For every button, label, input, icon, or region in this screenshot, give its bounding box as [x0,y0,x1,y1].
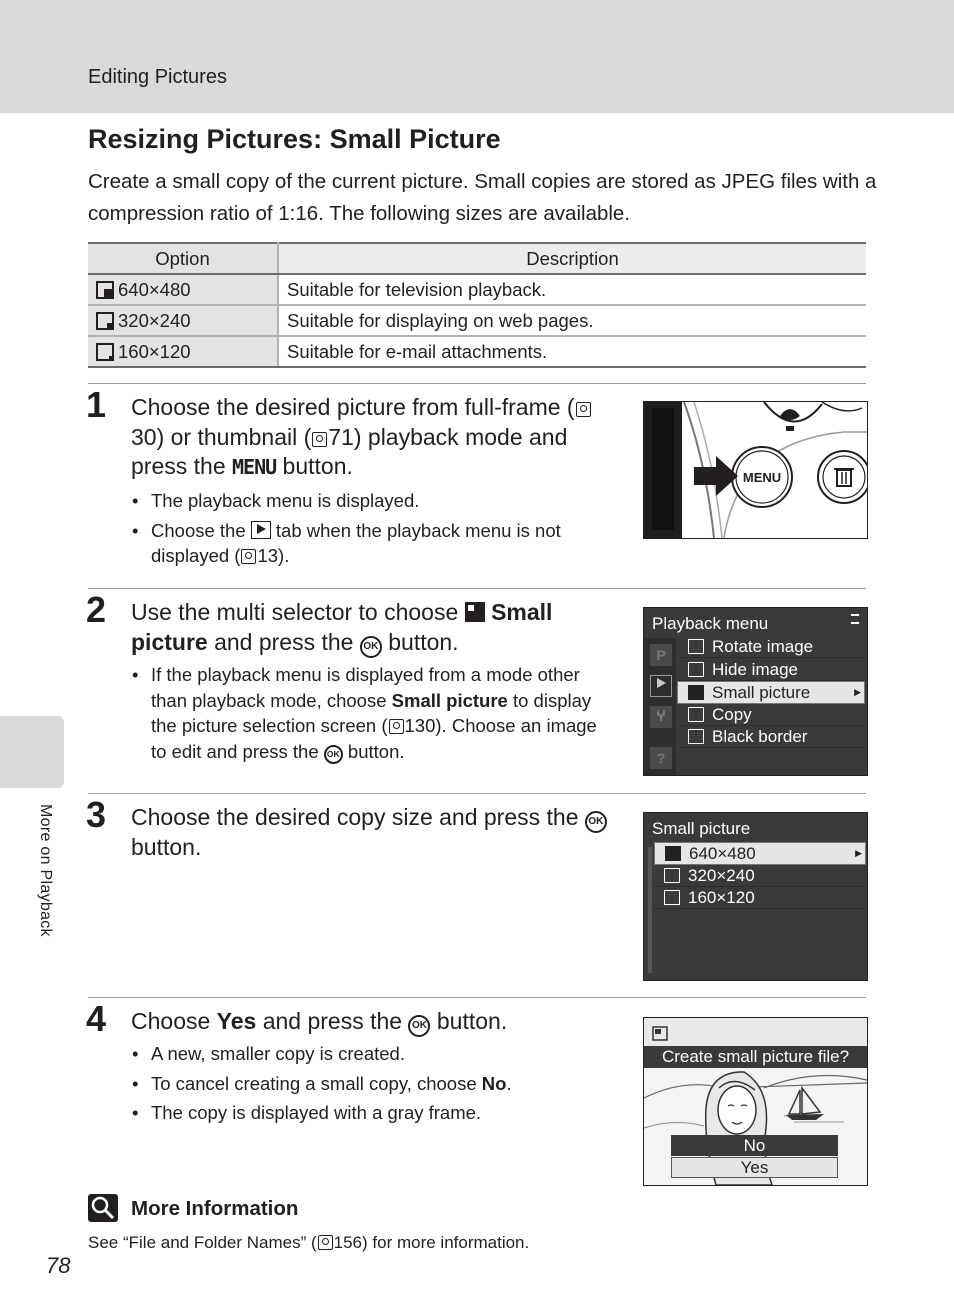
more-info-title: More Information [131,1197,299,1220]
menu-item-hide[interactable] [678,659,864,681]
menu-item-label: Small picture [712,683,811,702]
step-text-part: ) or thumbnail ( [156,423,312,450]
ok-button-icon: OK [360,636,382,658]
page-ref-number: 13 [257,545,279,566]
bullet-text-part: to display the picture selection screen ( [151,689,592,736]
small-picture-icon [688,685,704,700]
confirm-option-label: Yes [740,1158,769,1177]
step-1-number: 1 [86,384,107,425]
menu-scroll-icon [851,614,859,624]
option-label: 640×480 [118,278,191,300]
camera-illustration [643,401,868,539]
table-row [88,274,866,305]
step-text-part: Choose the desired copy size and press the [131,804,585,830]
divider [88,997,866,998]
divider [88,588,866,589]
confirm-screen [643,1017,868,1186]
menu-item-small-picture[interactable] [677,681,865,704]
camera-back-drawing [644,402,867,538]
step-3-text [131,803,621,863]
option-cell [88,305,278,336]
magnifier-icon [88,1194,118,1222]
step-2-bullets [131,662,611,768]
table-row [88,305,866,336]
step-2-number: 2 [86,589,107,630]
bullet-text-part: To cancel creating a small copy, choose [151,1072,482,1094]
step-text-part: Choose [131,1008,217,1034]
chapter-label: More on Playback [37,804,54,937]
intro-paragraph: Create a small copy of the current picture. Small copies are stored as JPEG files with a compression ratio of 1:16. The following sizes are available. [88,170,877,225]
page-number: 78 [46,1253,71,1278]
step-1-bullets [131,488,611,573]
ok-button-icon: OK [585,811,607,833]
copy-icon [688,707,704,722]
bullet-text-part: ). [278,545,290,566]
menu-item-black-border[interactable] [678,726,864,748]
option-label: 320×240 [118,309,191,331]
description-cell: Suitable for displaying on web pages. [278,305,866,336]
size-option-640[interactable] [654,842,866,865]
menu-item-rotate[interactable] [678,636,864,658]
page-ref-icon [312,432,327,447]
confirm-option-label: No [743,1136,766,1155]
option-cell [88,274,278,305]
size-160-icon [96,343,114,361]
size-option-label: 640×480 [689,844,756,863]
tab-shooting[interactable]: P [650,644,672,666]
playback-tab-icon [654,676,668,690]
list-item: • The copy is displayed with a gray frame. [131,1100,611,1126]
rotate-icon [688,639,704,654]
step-4-text [131,1007,621,1037]
bullet-bold-term: No [481,1072,507,1094]
bullet-text-part: . [506,1072,512,1094]
page-ref-icon [576,402,591,417]
list-item: • The playback menu is displayed. [131,488,611,514]
bullet-text-part: If the playback menu is displayed from a mode other than playback mode, choose [151,664,580,711]
list-item [131,1071,611,1097]
page-title: Resizing Pictures: Small Picture [88,124,501,154]
chapter-tab [0,716,64,788]
confirm-top-bar [644,1018,867,1046]
page-ref-number: 130 [404,715,436,736]
step-text-part: and press the [207,628,360,655]
wrench-icon [655,708,667,722]
step-text-part: button. [381,628,459,655]
tab-setup[interactable] [650,706,672,728]
header-band [0,0,954,113]
size-option-label: 160×120 [688,888,755,907]
black-border-icon [688,729,704,744]
menu-button-glyph: MENU [232,455,277,479]
column-header-description: Description [278,243,866,274]
size-640-icon [665,846,681,861]
hide-image-icon [688,662,704,677]
step-4-bullets [131,1041,611,1130]
list-item [131,518,611,569]
size-640-icon [96,281,114,299]
page-ref-number: 156 [333,1233,363,1252]
small-picture-icon [465,602,485,622]
size-320-icon [96,312,114,330]
confirm-option-yes[interactable] [671,1157,838,1178]
menu-item-label: Black border [712,727,808,746]
divider [88,793,866,794]
bullet-text-part: ). Choose an image to edit and press the [151,715,597,762]
playback-menu-screen [643,607,868,776]
bullet-text-part: tab when the playback menu is not displayed ( [151,519,561,566]
table-header-row [88,243,866,274]
submenu-arrow-icon: ▶ [854,687,861,697]
step-bold-term: Yes [216,1008,257,1034]
screen-title: Small picture [652,819,751,838]
screen-title: Playback menu [652,614,769,633]
step-1-text [131,393,621,483]
list-item [131,662,611,764]
ok-button-icon: OK [324,745,343,764]
step-4-number: 4 [86,998,107,1039]
step-text-part: button. [430,1008,508,1034]
size-160-icon [664,890,680,905]
size-320-icon [664,868,680,883]
step-text-part: button. [131,834,202,860]
step-bold-term: Small picture [131,599,553,655]
size-option-160[interactable] [654,887,864,909]
page-ref-icon [241,549,256,564]
playback-tab-icon [251,521,271,539]
bullet-text-part: button. [342,740,405,762]
page-ref-icon [389,719,404,734]
submenu-arrow-icon: ▶ [855,848,862,858]
size-options-table [88,242,866,368]
bullet-bold-term: Small picture [391,689,508,711]
step-2-text [131,598,621,658]
step-text-part: ) playback mode and press the [131,423,568,479]
option-cell [88,336,278,367]
bullet-text-part: Choose the [151,519,251,541]
section-label: Editing Pictures [88,66,227,88]
small-picture-icon [652,1026,670,1042]
info-text-part: ) for more information. [362,1233,530,1252]
size-option-label: 320×240 [688,866,755,885]
step-text-part: Choose the desired picture from full-frame ( [131,394,575,420]
camera-menu-button-label: MENU [742,470,782,485]
list-item: • A new, smaller copy is created. [131,1041,611,1067]
step-text-part: Use the multi selector to choose [131,599,465,625]
step-3-number: 3 [86,794,107,835]
tab-help[interactable]: ? [650,747,672,769]
size-option-320[interactable] [654,865,864,887]
ok-button-icon: OK [408,1015,430,1037]
info-text-part: See “File and Folder Names” ( [88,1233,317,1252]
description-cell: Suitable for television playback. [278,274,866,305]
small-picture-screen [643,812,868,981]
page-ref-number: 30 [131,423,157,450]
option-label: 160×120 [118,340,191,362]
more-info-text [88,1233,529,1253]
step-text-part: button. [276,453,353,479]
page-ref-icon [318,1235,333,1250]
description-cell: Suitable for e-mail attachments. [278,336,866,367]
menu-item-copy[interactable] [678,704,864,726]
confirm-prompt: Create small picture file? [661,1047,850,1066]
menu-item-label: Hide image [712,660,798,679]
menu-item-label: Rotate image [712,637,814,656]
menu-item-label: Copy [712,705,752,724]
more-info-icon [88,1194,118,1222]
table-row [88,336,866,367]
scroll-track [648,847,652,973]
tab-playback[interactable] [650,675,672,697]
divider [88,383,866,384]
confirm-option-no[interactable] [671,1135,838,1156]
column-header-option: Option [88,243,278,274]
step-text-part: and press the [256,1008,409,1034]
page-ref-number: 71 [328,423,354,450]
